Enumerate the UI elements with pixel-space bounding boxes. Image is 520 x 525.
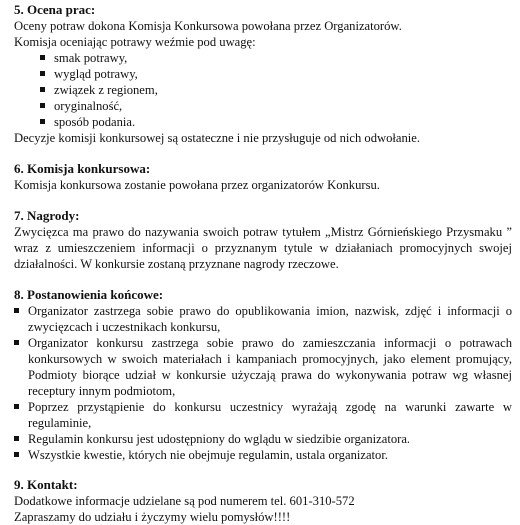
criteria-item: związek z regionem, xyxy=(40,82,512,98)
final-provisions-list xyxy=(14,303,512,463)
provision-item: Organizator konkursu zastrzega sobie prawo do zamieszczania informacji o potrawach konkursowych w swoich materiałach i kampaniach promocyjnych, jako element promujący, Podmioty biorące udział w konkursie użyczają prawa do wykonywania potraw wg własnej receptury innym podmiotom, xyxy=(14,335,512,399)
section-5-intro: Oceny potraw dokona Komisja Konkursowa powołana przez Organizatorów. xyxy=(14,19,402,33)
section-7-text: Zwycięzca ma prawo do nazywania swoich potraw tytułem „Mistrz Górnieńskiego Przysmaku ” wraz z umieszczeniem informacji o przyznanym tytule w działaniach promocyjnych swojej działalności. W konkursie zostaną przyznane nagrody rzeczowe. xyxy=(14,225,512,271)
provision-item: Wszystkie kwestie, których nie obejmuje regulamin, ustala organizator. xyxy=(14,447,512,463)
section-6-heading: 6. Komisja konkursowa: xyxy=(14,161,151,176)
invitation-line: Zapraszamy do udziału i życzymy wielu pomysłów!!!! xyxy=(14,510,291,524)
criteria-item: oryginalność, xyxy=(40,98,512,114)
section-8-heading: 8. Postanowienia końcowe: xyxy=(14,287,164,302)
criteria-list xyxy=(14,50,512,130)
section-9-heading: 9. Kontakt: xyxy=(14,477,78,492)
section-5-intro-criteria: Komisja oceniając potrawy weźmie pod uwagę: xyxy=(14,35,256,49)
section-7-heading: 7. Nagrody: xyxy=(14,208,80,223)
section-5-closing: Decyzje komisji konkursowej są ostateczne i nie przysługuje od nich odwołanie. xyxy=(14,131,421,145)
provision-item: Organizator zastrzega sobie prawo do opublikowania imion, nazwisk, zdjęć i informacji o zwycięzcach i uczestnikach konkursu, xyxy=(14,303,512,335)
provision-item: Poprzez przystąpienie do konkursu uczestnicy wyrażają zgodę na warunki zawarte w regulaminie, xyxy=(14,399,512,431)
criteria-item: sposób podania. xyxy=(40,114,512,130)
criteria-item: wygląd potrawy, xyxy=(40,66,512,82)
section-5-heading: 5. Ocena prac: xyxy=(14,2,96,17)
section-6-text: Komisja konkursowa zostanie powołana przez organizatorów Konkursu. xyxy=(14,178,380,192)
contact-phone-line: Dodatkowe informacje udzielane są pod numerem tel. 601-310-572 xyxy=(14,494,355,508)
criteria-item: smak potrawy, xyxy=(40,50,512,66)
provision-item: Regulamin konkursu jest udostępniony do wglądu w siedzibie organizatora. xyxy=(14,431,512,447)
